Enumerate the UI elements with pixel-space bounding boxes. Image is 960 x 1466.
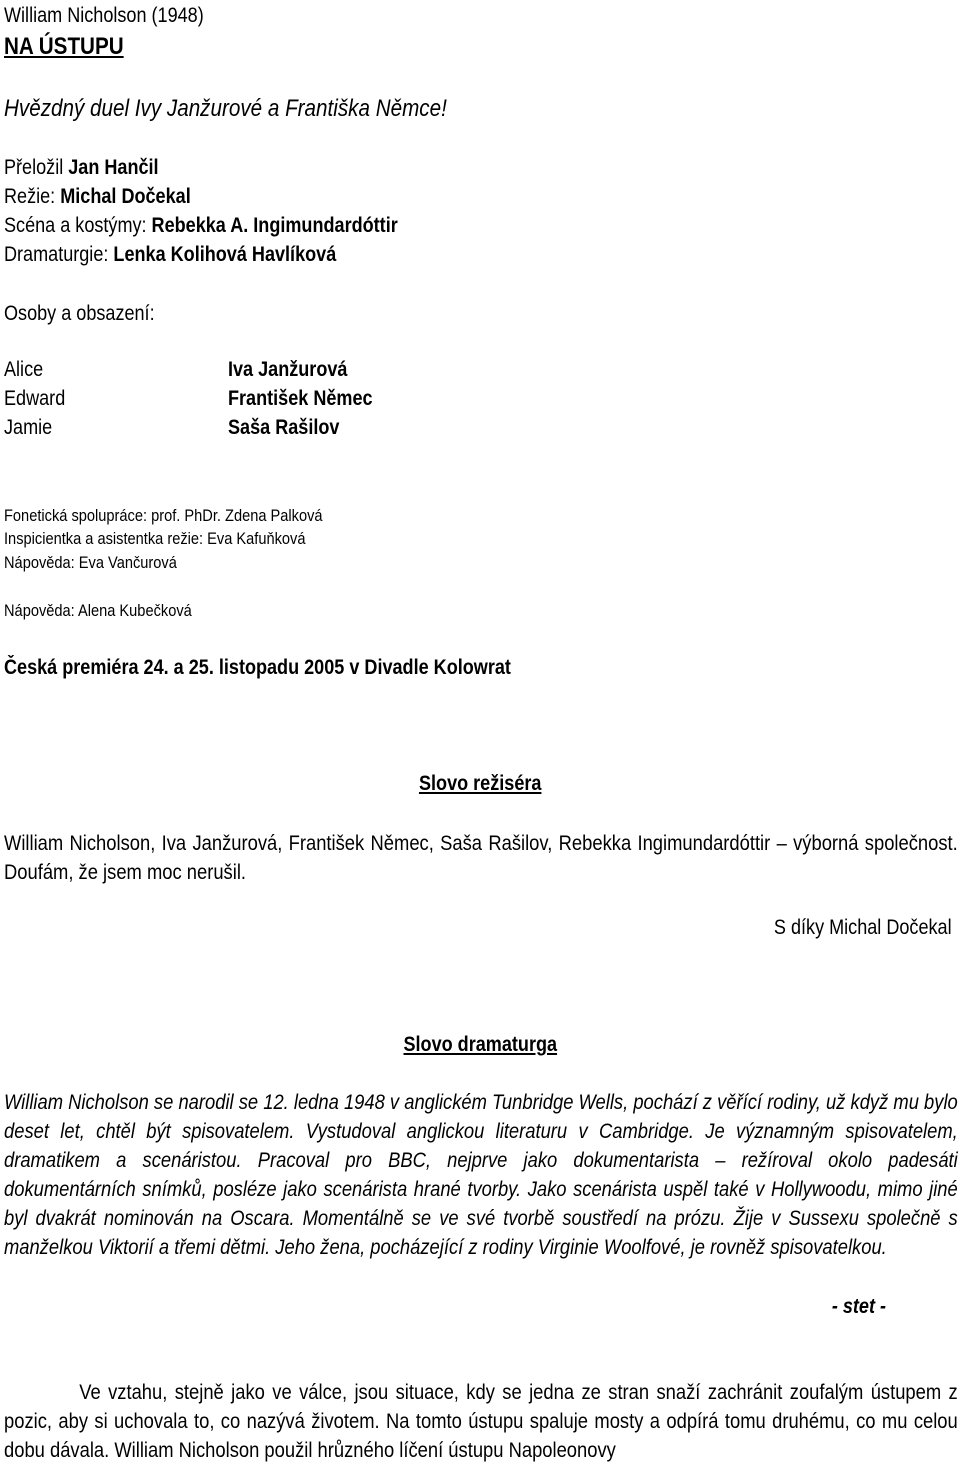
director-note-heading: Slovo režiséra — [418, 772, 542, 795]
dramaturg-note-heading-row — [0, 1032, 960, 1058]
cast-row — [4, 357, 524, 386]
cast-heading: Osoby a obsazení: — [4, 302, 155, 325]
credit-director — [4, 184, 191, 210]
premiere-line: Česká premiéra 24. a 25. listopadu 2005 v Divadle Kolowrat — [4, 656, 511, 679]
credit-dramaturgy — [4, 242, 336, 268]
dramaturg-note-heading: Slovo dramaturga — [403, 1033, 557, 1056]
closing-paragraph: Ve vztahu, stejně jako ve válce, jsou situace, kdy se jedna ze stran snaží zachránit zoufalým ústupem z pozic, aby si uchovala to, co nazývá životem. Na tomto ústupu spaluje mosty a odpírá tomu druhému, co mu celou dobu dávala. William Nicholson použil hrůzného líčení ústupu Napoleonovy — [4, 1381, 958, 1462]
cast-row — [4, 386, 524, 415]
staff-phonetics: Fonetická spolupráce: prof. PhDr. Zdena Palková — [4, 506, 323, 525]
tagline: Hvězdný duel Ivy Janžurové a Františka Němce! — [4, 95, 447, 122]
play-title: NA ÚSTUPU — [4, 33, 124, 60]
director-note-signature: S díky Michal Dočekal — [774, 916, 952, 939]
credit-design — [4, 213, 398, 239]
staff-stage-manager: Inspicientka a asistentka režie: Eva Kafuňková — [4, 529, 306, 548]
credit-dramaturgy-label: Dramaturgie: — [4, 243, 109, 266]
dramaturg-note-signature: - stet - — [831, 1295, 886, 1318]
credit-translator — [4, 155, 159, 181]
author-line: William Nicholson (1948) — [4, 4, 204, 27]
credit-translator-name: Jan Hančil — [68, 156, 159, 179]
credit-design-label: Scéna a kostýmy: — [4, 214, 147, 237]
cast-actor: Saša Rašilov — [228, 416, 340, 439]
staff-prompter-2: Nápověda: Alena Kubečková — [4, 601, 192, 620]
cast-actor: Iva Janžurová — [228, 358, 348, 381]
director-note-heading-row — [0, 771, 960, 797]
credit-director-label: Režie: — [4, 185, 56, 208]
credit-design-name: Rebekka A. Ingimundardóttir — [151, 214, 398, 237]
cast-role: Jamie — [4, 416, 53, 439]
cast-row — [4, 415, 524, 444]
director-note-text: William Nicholson, Iva Janžurová, František Němec, Saša Rašilov, Rebekka Ingimundardóttir – výborná společnost. Doufám, že jsem moc nerušil. — [4, 832, 958, 884]
cast-list — [4, 357, 524, 444]
credit-dramaturgy-name: Lenka Kolihová Havlíková — [113, 243, 337, 266]
cast-actor: František Němec — [228, 387, 373, 410]
staff-prompter-1: Nápověda: Eva Vančurová — [4, 553, 177, 572]
dramaturg-note-text: William Nicholson se narodil se 12. ledna 1948 v anglickém Tunbridge Wells, pochází z věřící rodiny, už když mu bylo deset let, chtěl být spisovatelem. Vystudoval anglickou literaturu v Cambridge. Je významným spisovatelem, dramatikem a scenáristou. Pracoval pro BBC, nejprve jako dokumentarista – režíroval okolo padesáti dokumentárních snímků, posléze jako scenárista hrané tvorby. Jako scenárista uspěl také v Hollywoodu, mimo jiné byl dvakrát nominován na Oscara. Momentálně se ve své tvorbě soustředí na prózu. Žije v Sussexu společně s manželkou Viktorií a třemi dětmi. Jeho žena, pocházející z rodiny Virginie Woolfové, je rovněž spisovatelkou. — [4, 1091, 958, 1259]
credit-translator-label: Přeložil — [4, 156, 64, 179]
cast-role: Edward — [4, 387, 66, 410]
cast-role: Alice — [4, 358, 44, 381]
credit-director-name: Michal Dočekal — [60, 185, 191, 208]
